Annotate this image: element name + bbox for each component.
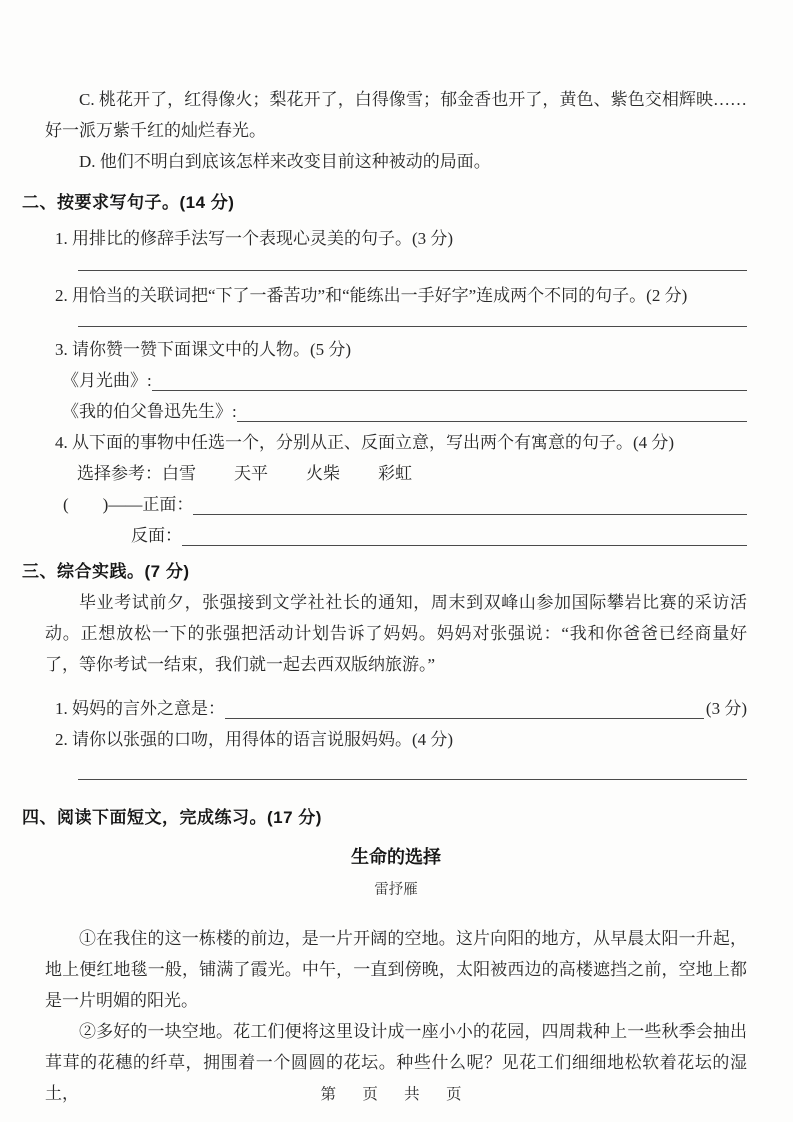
answer-line [193, 514, 747, 515]
negative-label: 反面： [131, 526, 182, 545]
essay-paragraph-2: ②多好的一块空地。花工们便将这里设计成一座小小的花园，四周栽种上一些秋季会抽出茸茸的花穗的纤草，拥围着一个圆圆的花坛。种些什么呢？见花工们细细地松软着花坛的湿土， [45, 1022, 747, 1103]
answer-line [237, 421, 747, 422]
reference-option: 天平 [234, 464, 268, 483]
reference-options-row [45, 458, 747, 489]
blank-label: 《我的伯父鲁迅先生》: [62, 402, 237, 421]
positive-label: 正面： [142, 495, 194, 514]
essay-paragraph-1: ①在我住的这一栋楼的前边，是一片开阔的空地。这片向阳的地方，从早晨太阳一升起，地上便红地毯一般，铺满了霞光。中午，一直到傍晚，太阳被西边的高楼遮挡之前，空地上都是一片明媚的阳光。 [45, 929, 747, 1010]
section-4-heading: 四、阅读下面短文，完成练习。(17 分) [22, 808, 322, 827]
question-2-2: 2. 用恰当的关联词把“下了一番苦功”和“能练出一手好字”连成两个不同的句子。(2 分) [55, 286, 688, 305]
reference-option: 白雪 [162, 464, 196, 483]
question-2-1: 1. 用排比的修辞手法写一个表现心灵美的句子。(3 分) [55, 229, 454, 248]
reference-option: 彩虹 [378, 464, 412, 483]
question-3-1 [45, 693, 747, 724]
answer-line [225, 718, 704, 719]
option-c-text: 桃花开了，红得像火；梨花开了，白得像雪；郁金香也开了，黄色、紫色交相辉映……好一派万紫千红的灿烂春光。 [45, 90, 748, 140]
question-2-3: 3. 请你赞一赞下面课文中的人物。(5 分) [55, 340, 352, 359]
choice-parentheses: ( ) [63, 495, 109, 514]
option-d [45, 146, 747, 177]
question-3-2: 2. 请你以张强的口吻，用得体的语言说服妈妈。(4 分) [55, 730, 454, 749]
negative-side-row [45, 520, 747, 551]
section-3-passage: 毕业考试前夕，张强接到文学社社长的通知，周末到双峰山参加国际攀岩比赛的采访活动。正想放松一下的张强把活动计划告诉了妈妈。妈妈对张强说：“我和你爸爸已经商量好了，等你考试一结束，我们就一起去西双版纳旅游。” [45, 593, 747, 674]
essay-author: 雷抒雁 [374, 882, 418, 898]
question-3-1-score: (3 分) [705, 699, 747, 718]
positive-side-row [45, 489, 747, 520]
option-d-text: 他们不明白到底该怎样来改变目前这种被动的局面。 [99, 152, 491, 171]
answer-line [78, 270, 747, 271]
answer-line [78, 326, 747, 327]
reference-option: 火柴 [306, 464, 340, 483]
dash: —— [108, 495, 143, 514]
option-d-label: D. [79, 152, 96, 171]
blank-label: 《月光曲》: [62, 371, 152, 390]
answer-line [182, 545, 747, 546]
question-3-1-label: 1. 妈妈的言外之意是： [55, 699, 225, 718]
question-2-4: 4. 从下面的事物中任选一个，分别从正、反面立意，写出两个有寓意的句子。(4 分) [55, 433, 675, 452]
section-3-heading: 三、综合实践。(7 分) [22, 562, 190, 581]
answer-line [152, 390, 747, 391]
blank-row-uncle-luxun [45, 396, 747, 427]
blank-row-moonlight-sonata [45, 365, 747, 396]
essay-title: 生命的选择 [351, 847, 441, 867]
reference-label: 选择参考： [77, 464, 162, 483]
answer-line [78, 779, 747, 780]
option-c-label: C. [79, 90, 95, 109]
page-footer: 第 页 共 页 [320, 1086, 473, 1103]
option-c [45, 84, 747, 146]
section-2-heading: 二、按要求写句子。(14 分) [22, 193, 235, 212]
